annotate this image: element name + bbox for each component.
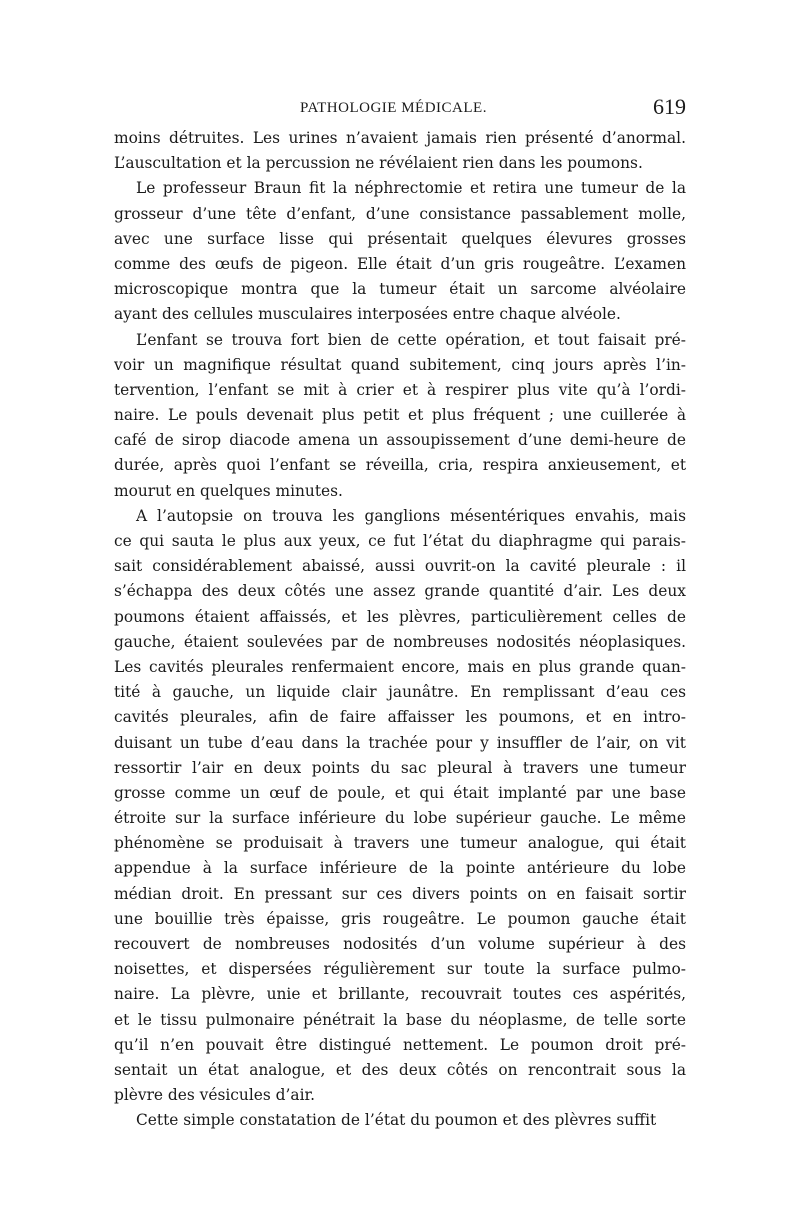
text-line: microscopique montra que la tumeur était un sarcome alvéolaire — [114, 280, 686, 299]
paragraph-start-line: Le professeur Braun fit la néphrectomie et retira une tumeur de la — [136, 179, 686, 198]
text-line: grosse comme un œuf de poule, et qui était implanté par une base — [114, 783, 686, 802]
text-line: sentait un état analogue, et des deux côtés on rencontrait sous la — [114, 1060, 686, 1079]
text-line: avec une surface lisse qui présentait quelques élevures grosses — [114, 229, 686, 248]
text-line: et le tissu pulmonaire pénétrait la base du néoplasme, de telle sorte — [114, 1010, 686, 1029]
paragraph-start-line: Cette simple constatation de l’état du poumon et des plèvres suffit — [136, 1111, 657, 1130]
text-line: tervention, l’enfant se mit à crier et à respirer plus vite qu’à l’ordi- — [114, 380, 686, 399]
text-line: comme des œufs de pigeon. Elle était d’un gris rougeâtre. L’examen — [114, 254, 686, 273]
text-line: café de sirop diacode amena un assoupissement d’une demi-heure de — [114, 431, 686, 450]
paragraph-start-line: A l’autopsie on trouva les ganglions mésentériques envahis, mais — [136, 506, 686, 525]
text-line: L’auscultation et la percussion ne révélaient rien dans les poumons. — [114, 154, 643, 173]
text-line: voir un magnifique résultat quand subitement, cinq jours après l’in- — [114, 355, 686, 374]
body-text — [114, 126, 686, 1134]
running-head — [114, 96, 686, 124]
text-line: mourut en quelques minutes. — [114, 481, 343, 500]
text-line: sait considérablement abaissé, aussi ouvrit-on la cavité pleurale : il — [114, 557, 686, 576]
text-line: naire. Le pouls devenait plus petit et plus fréquent ; une cuillerée à — [114, 406, 686, 425]
text-line: une bouillie très épaisse, gris rougeâtre. Le poumon gauche était — [114, 909, 686, 928]
text-line: médian droit. En pressant sur ces divers points on en faisait sortir — [114, 884, 686, 903]
page-number: 619 — [653, 94, 686, 119]
text-line: gauche, étaient soulevées par de nombreuses nodosités néoplasiques. — [114, 632, 686, 651]
text-line: noisettes, et dispersées régulièrement sur toute la surface pulmo- — [114, 960, 686, 979]
text-line: tité à gauche, un liquide clair jaunâtre. En remplissant d’eau ces — [114, 683, 686, 702]
text-line: appendue à la surface inférieure de la pointe antérieure du lobe — [114, 859, 686, 878]
text-line: duisant un tube d’eau dans la trachée pour y insuffler de l’air, on vit — [114, 733, 686, 752]
text-line: grosseur d’une tête d’enfant, d’une consistance passablement molle, — [114, 204, 686, 223]
paragraph-start-line: L’enfant se trouva fort bien de cette opération, et tout faisait pré- — [136, 330, 686, 349]
running-title: PATHOLOGIE MÉDICALE. — [300, 100, 487, 116]
text-line: plèvre des vésicules d’air. — [114, 1086, 316, 1105]
text-line: étroite sur la surface inférieure du lobe supérieur gauche. Le même — [114, 809, 686, 828]
text-line: s’échappa des deux côtés une assez grande quantité d’air. Les deux — [114, 582, 686, 601]
text-line: cavités pleurales, afin de faire affaisser les poumons, et en intro- — [114, 708, 686, 727]
text-line: ressortir l’air en deux points du sac pleural à travers une tumeur — [114, 758, 686, 777]
text-line: naire. La plèvre, unie et brillante, recouvrait toutes ces aspérités, — [114, 985, 686, 1004]
text-line: phénomène se produisait à travers une tumeur analogue, qui était — [114, 834, 686, 853]
text-line: ce qui sauta le plus aux yeux, ce fut l’état du diaphragme qui parais- — [114, 532, 686, 550]
text-line: poumons étaient affaissés, et les plèvres, particulièrement celles de — [114, 607, 686, 626]
text-line: Les cavités pleurales renfermaient encore, mais en plus grande quan- — [114, 657, 686, 676]
text-line: qu’il n’en pouvait être distingué nettement. Le poumon droit pré- — [114, 1035, 686, 1054]
text-line: recouvert de nombreuses nodosités d’un volume supérieur à des — [114, 935, 686, 953]
text-line: durée, après quoi l’enfant se réveilla, cria, respira anxieusement, et — [114, 456, 686, 475]
text-line: moins détruites. Les urines n’avaient jamais rien présenté d’anormal. — [114, 129, 686, 147]
text-line: ayant des cellules musculaires interposées entre chaque alvéole. — [114, 305, 621, 324]
